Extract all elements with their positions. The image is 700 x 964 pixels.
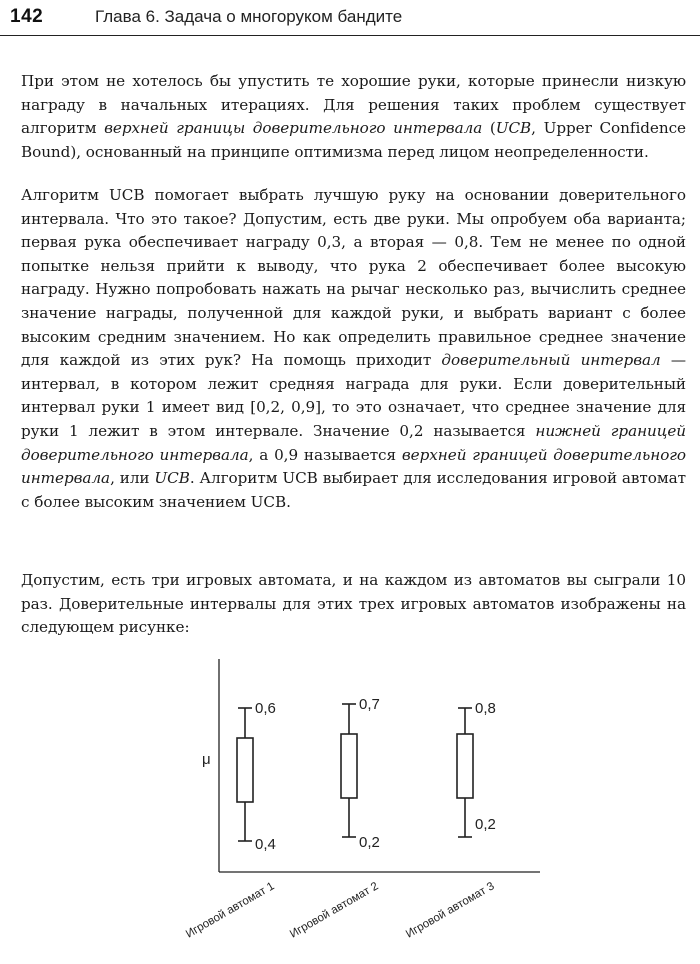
upper-value-label: 0,8 xyxy=(475,700,496,717)
p2-text: — интервал, в котором лежит средняя награда для руки. Если доверительный интервал руки 1 имеет вид [0,2, 0,9], то это означает, что среднее значение для руки 1 лежит в этом интервале. Значение 0,2 называется xyxy=(21,351,686,440)
p2-term-upper-bound: верхней границей доверительного интервала xyxy=(21,445,687,488)
p2-abbr: UCB xyxy=(154,469,190,488)
upper-value-label: 0,6 xyxy=(255,700,276,717)
p2-text: Алгоритм UCB помогает выбрать лучшую руку на основании доверительного интервала. Что это такое? Допустим, есть две руки. Мы опробуем оба варианта; первая рука обеспечивает награду 0,3, а вторая — 0,8. Тем не менее по одной попытке нельзя прийти к выводу, что рука 2 обеспечивает более высокую награду. Нужно попробовать нажать на рычаг несколько раз, вычислить среднее значение награды, полученной для каждой руки, и выбрать вариант с более высоким средним значением. Но как определить правильное среднее значение для каждой из этих рук? На помощь приходит xyxy=(21,186,686,370)
paragraph-1 xyxy=(21,70,686,164)
x-tick-label: Игровой автомат 3 xyxy=(403,880,497,941)
interval-box xyxy=(457,734,473,798)
paragraph-2 xyxy=(21,184,686,514)
interval-box xyxy=(341,734,357,798)
p1-abbr: UCB xyxy=(495,119,532,138)
p2-term-lower-bound: нижней границей доверительного интервала xyxy=(21,421,686,464)
lower-value-label: 0,2 xyxy=(359,834,380,851)
page-header xyxy=(0,0,700,40)
lower-value-label: 0,2 xyxy=(475,816,496,833)
interval-box xyxy=(237,738,253,802)
p1-text: При этом не хотелось бы упустить те хорошие руки, которые принесли низкую награду в начальных итерациях. Для решения таких проблем существует алгоритм xyxy=(21,72,686,138)
p1-text: , Upper Confidence Bound), основанный на принципе оптимизма перед лицом неопределенности. xyxy=(21,119,686,161)
p1-text: ( xyxy=(482,119,496,138)
p2-text: , а 0,9 называется xyxy=(248,445,402,464)
lower-value-label: 0,4 xyxy=(255,836,276,853)
p3-text: Допустим, есть три игровых автомата, и на каждом из автоматов вы сыграли 10 раз. Доверительные интервалы для этих трех игровых автоматов изображены на следующем рисунке: xyxy=(21,571,686,637)
confidence-interval-chart xyxy=(0,640,700,964)
ucb-figure xyxy=(0,640,700,964)
chapter-title: Глава 6. Задача о многоруком бандите xyxy=(95,7,403,26)
upper-value-label: 0,7 xyxy=(359,696,380,713)
p2-text: . Алгоритм UCB выбирает для исследования игровой автомат с более высоким значением UCB. xyxy=(21,469,687,511)
p1-term: верхней границы доверительного интервала xyxy=(104,119,483,138)
y-axis-label: μ xyxy=(202,751,211,768)
x-tick-label: Игровой автомат 2 xyxy=(287,880,381,941)
header-rule xyxy=(0,35,700,36)
paragraph-3 xyxy=(21,569,686,640)
x-tick-label: Игровой автомат 1 xyxy=(183,880,277,941)
page-number: 142 xyxy=(10,6,44,27)
p2-term-confidence-interval: доверительный интервал xyxy=(441,351,661,370)
p2-text: , или xyxy=(110,469,155,488)
